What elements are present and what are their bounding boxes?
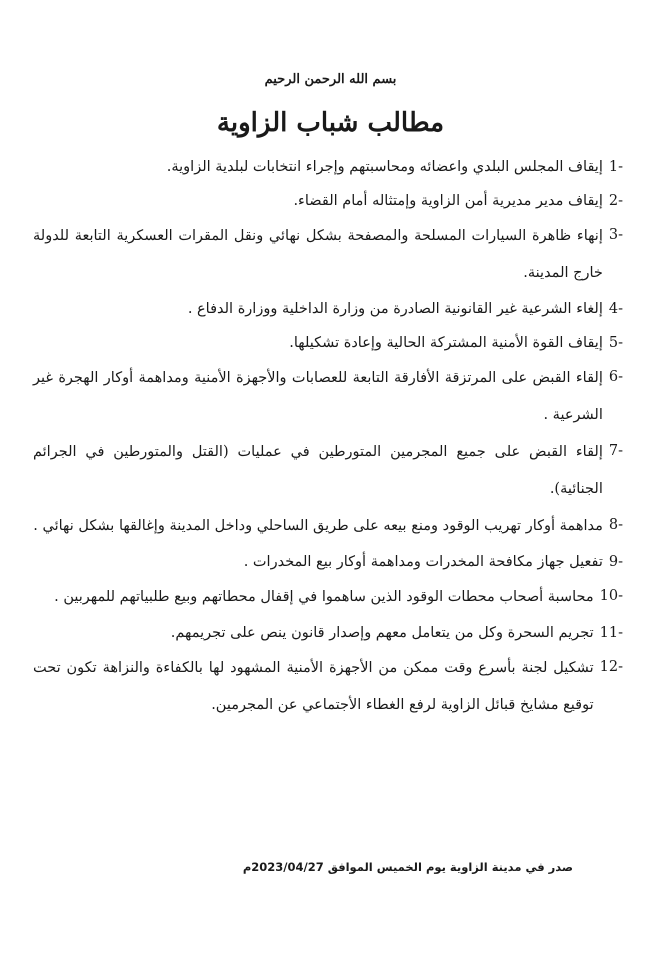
demand-number: 7- [608, 443, 623, 459]
demand-number: 1- [608, 159, 623, 175]
demand-number: 5- [608, 335, 623, 351]
demand-item-11 [33, 616, 623, 650]
demand-item-8 [33, 508, 623, 545]
demand-text: مداهمة أوكار تهريب الوقود ومنع بيعه على طريق الساحلي وداخل المدينة وإغالقها بشكل نهائي . [33, 518, 603, 534]
demand-text: إلغاء الشرعية غير القانونية الصادرة من وزارة الداخلية ووزارة الدفاع . [187, 301, 603, 317]
demand-item-7 [33, 434, 623, 508]
demand-item-10 [33, 579, 623, 616]
demand-number: 8- [608, 517, 623, 533]
demand-text: تجريم السحرة وكل من يتعامل معهم وإصدار قانون ينص على تجريمهم. [170, 625, 594, 641]
demand-item-3 [33, 218, 623, 292]
demand-text: تشكيل لجنة بأسرع وقت ممكن من الأجهزة الأمنية المشهود لها بالكفاءة والنزاهة تكون تحت توقيع مشايخ قبائل الزاوية لرفع الغطاء الأجتماعي عن المجرمين. [33, 660, 594, 713]
demands-list [33, 150, 623, 724]
demand-number: 12- [599, 659, 623, 675]
demand-item-2 [33, 184, 623, 218]
demand-number: 4- [608, 301, 623, 317]
issue-date-line: صدر في مدينة الزاوية يوم الخميس الموافق 2023/04/27م [242, 860, 573, 874]
demand-number: 10- [599, 588, 623, 604]
basmala-heading: بسم الله الرحمن الرحيم [264, 72, 397, 87]
demand-number: 3- [608, 227, 623, 243]
demand-text: إيقاف المجلس البلدي واعضائه ومحاسبتهم وإجراء انتخابات لبلدية الزاوية. [166, 159, 603, 175]
demand-item-5 [33, 326, 623, 360]
document-title: مطالب شباب الزاوية [216, 108, 445, 138]
demand-number: 11- [599, 625, 623, 641]
demand-item-1 [33, 150, 623, 184]
demand-text: إيقاف مدير مديرية أمن الزاوية وإمتثاله أمام القضاء. [293, 193, 603, 209]
demand-text: محاسبة أصحاب محطات الوقود الذين ساهموا في إقفال محطاتهم وبيع طلبياتهم للمهربين . [54, 589, 594, 605]
demand-text: إنهاء ظاهرة السيارات المسلحة والمصفحة بشكل نهائي ونقل المقرات العسكرية التابعة للدولة خارج المدينة. [33, 228, 603, 281]
demand-item-4 [33, 292, 623, 326]
demand-number: 2- [608, 193, 623, 209]
demand-number: 6- [608, 369, 623, 385]
demand-item-9 [33, 545, 623, 579]
demand-item-12 [33, 650, 623, 724]
demand-text: إلقاء القبض على المرتزقة الأفارقة التابعة للعصابات والأجهزة الأمنية ومداهمة أوكار الهجرة غير الشرعية . [33, 370, 603, 423]
demand-text: تفعيل جهاز مكافحة المخدرات ومداهمة أوكار بيع المخدرات . [243, 554, 603, 570]
demand-text: إلقاء القبض على جميع المجرمين المتورطين في عمليات (القتل والمتورطين في الجرائم الجنائية). [33, 444, 603, 497]
demand-text: إيقاف القوة الأمنية المشتركة الحالية وإعادة تشكيلها. [289, 335, 603, 351]
demand-number: 9- [608, 554, 623, 570]
demand-item-6 [33, 360, 623, 434]
